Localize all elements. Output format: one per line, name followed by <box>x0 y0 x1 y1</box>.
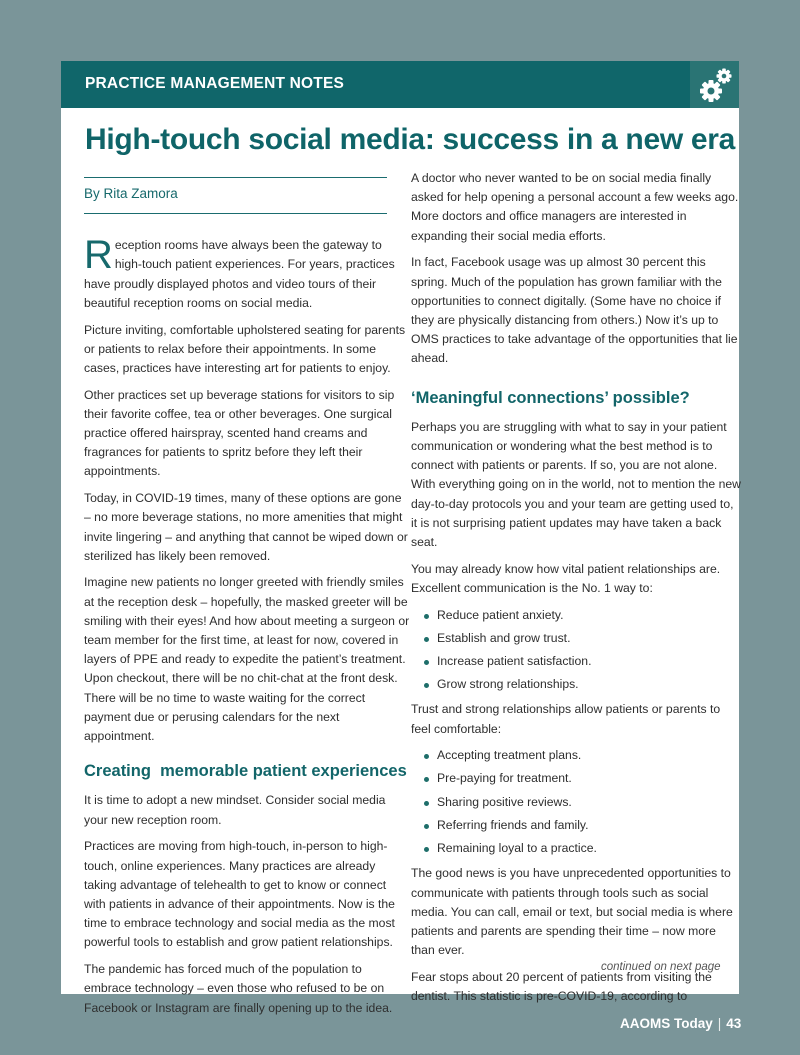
byline: By Rita Zamora <box>84 186 178 201</box>
article-title: High-touch social media: success in a new era <box>85 123 736 156</box>
paragraph: You may already know how vital patient relationships are. Excellent communication is the No. 1 way to: <box>411 561 721 595</box>
gears-icon <box>698 66 734 104</box>
left-column <box>84 177 410 1025</box>
section-header-band <box>61 61 739 108</box>
publication-name: AAOMS Today <box>620 1016 713 1031</box>
bullet-list <box>411 606 741 695</box>
footer-separator: | <box>717 1016 722 1031</box>
paragraph: Trust and strong relationships allow patients or parents to feel comfortable: <box>411 702 721 736</box>
subheading: Creating memorable patient experiences <box>84 762 407 781</box>
paragraph: Imagine new patients no longer greeted with friendly smiles at the reception desk – hopefully, the masked greeter will be smiling with their eyes! And how about meeting a surgeon or team member for the first time, at least for now, covered in layers of PPE and ready to expedite the patient’s treatment. Upon checkout, there will be no chit-chat at the front desk. There will be no time to waste waiting for the correct payment due or perusing calendars for the next appointment. <box>84 575 410 744</box>
continued-note: continued on next page <box>601 961 721 973</box>
paragraph-text: eception rooms have always been the gateway to high-touch patient experiences. For years, practices have proudly displayed photos and video tours of their beautiful reception rooms on social media. <box>84 238 395 310</box>
paragraph: Other practices set up beverage stations for visitors to sip their favorite coffee, tea or other beverages. One surgical practice offered hairspray, scented hand creams and fragrances for patients to spritz before they left their appointments. <box>84 387 395 479</box>
list-item: Increase patient satisfaction. <box>435 652 741 671</box>
paragraph: Practices are moving from high-touch, in-person to high-touch, online experiences. Many practices are already taking advantage of telehealth to get to know or connect with patients in advance of their appointments. Now is the time to embrace technology and social media as the most powerful tools to establish and grow patient relationships. <box>84 839 395 950</box>
gear-box <box>690 61 739 108</box>
list-item: Accepting treatment plans. <box>435 746 741 765</box>
paragraph: Fear stops about 20 percent of patients from visiting the dentist. This statistic is pre-COVID-19, according to <box>411 969 712 1004</box>
subheading: ‘Meaningful connections’ possible? <box>411 388 690 407</box>
paragraph: The good news is you have unprecedented opportunities to communicate with patients through tools such as social media. You can call, email or text, but social media is where patients and parents are spending their time – now more than ever. <box>411 866 733 958</box>
paragraph: The pandemic has forced much of the population to embrace technology – even those who refused to be on Facebook or Instagram are finally opening up to the idea. <box>84 962 393 1015</box>
list-item: Reduce patient anxiety. <box>435 606 741 625</box>
page-footer <box>620 1016 741 1031</box>
right-column <box>411 169 741 1014</box>
page-number: 43 <box>726 1016 742 1031</box>
paragraph: A doctor who never wanted to be on social media finally asked for help opening a personal account a few weeks ago. More doctors and office managers are interested in expanding their social media efforts. <box>411 171 739 243</box>
dropcap: R <box>84 233 113 278</box>
list-item: Sharing positive reviews. <box>435 793 741 812</box>
byline-rule-box <box>84 177 387 214</box>
bullet-list <box>411 746 741 858</box>
list-item: Remaining loyal to a practice. <box>435 839 741 858</box>
paragraph: In fact, Facebook usage was up almost 30 percent this spring. Much of the population has grown familiar with the opportunities to connect digitally. (Some have no choice if they are physically distancing from others.) Now it’s up to OMS practices to take advantage of the opportunities that lie ahead. <box>411 255 738 366</box>
list-item: Referring friends and family. <box>435 816 741 835</box>
paragraph <box>84 233 410 313</box>
list-item: Pre-paying for treatment. <box>435 769 741 788</box>
paragraph: It is time to adopt a new mindset. Consider social media your new reception room. <box>84 793 386 827</box>
paragraph: Perhaps you are struggling with what to say in your patient communication or wondering what the best method is to connect with patients or parents. If so, you are not alone. With everything going on in the world, not to mention the new day-to-day protocols you and your team are getting used to, it is not surprising patient updates may have taken a back seat. <box>411 419 741 549</box>
list-item: Grow strong relationships. <box>435 675 741 694</box>
section-label: PRACTICE MANAGEMENT NOTES <box>85 75 345 92</box>
paragraph: Picture inviting, comfortable upholstered seating for parents or patients to relax before their appointments. In some cases, practices have interesting art for patients to enjoy. <box>84 322 406 375</box>
article-panel <box>61 61 741 1015</box>
list-item: Establish and grow trust. <box>435 629 741 648</box>
paragraph: Today, in COVID-19 times, many of these options are gone – no more beverage stations, no more amenities that might invite lingering – and anything that cannot be wiped down or sterilized has likely been removed. <box>84 491 408 563</box>
